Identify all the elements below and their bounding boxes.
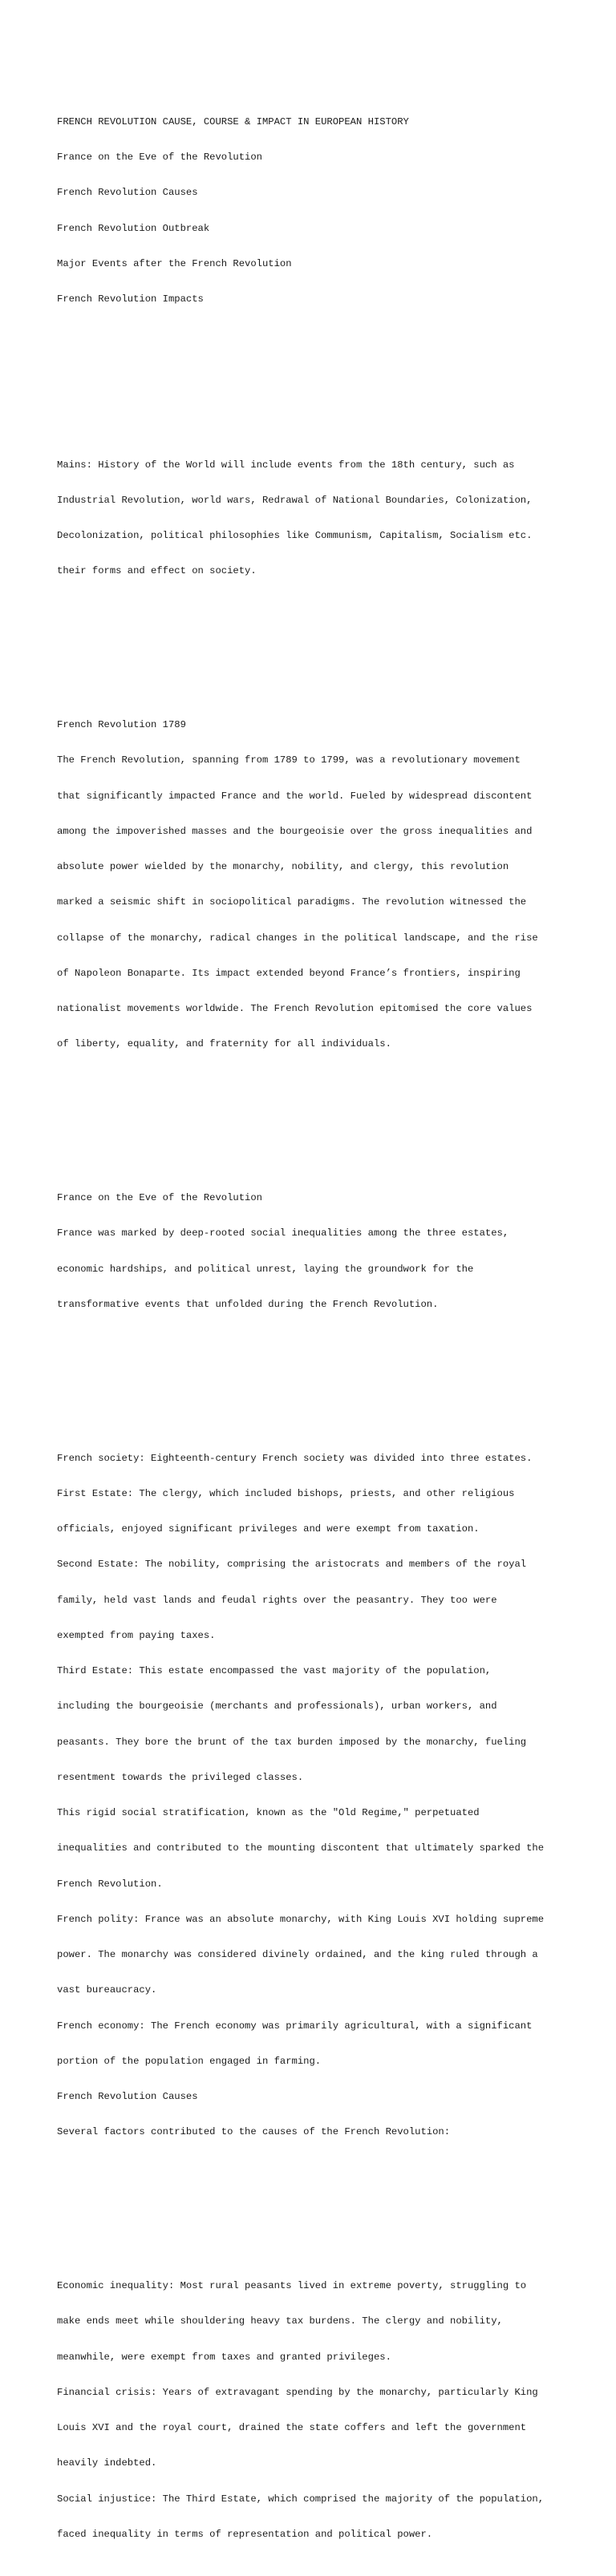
section-heading: French Revolution 1789 — [57, 719, 186, 730]
intro-section — [57, 696, 570, 1074]
document-title: FRENCH REVOLUTION CAUSE, COURSE & IMPACT IN EUROPEAN HISTORY — [57, 115, 409, 127]
text-line: inequalities and contributed to the mounting discontent that ultimately sparked the — [57, 1842, 545, 1854]
text-line: First Estate: The clergy, which included bishops, priests, and other religious — [57, 1487, 515, 1499]
toc-item: Major Events after the French Revolution — [57, 257, 292, 269]
text-line: vast bureaucracy. — [57, 1984, 157, 1996]
text-line: Economic inequality: Most rural peasants lived in extreme poverty, struggling to — [57, 2280, 527, 2291]
text-line: Financial crisis: Years of extravagant spending by the monarchy, particularly King — [57, 2386, 538, 2398]
spacer — [57, 1110, 570, 1122]
text-line: Mains: History of the World will include events from the 18th century, such as — [57, 459, 515, 471]
text-line: of Napoleon Bonaparte. Its impact extended beyond France’s frontiers, inspiring — [57, 967, 521, 979]
eve-section — [57, 1169, 570, 1335]
text-line: that significantly impacted France and the world. Fueled by widespread discontent — [57, 790, 533, 802]
text-line: nationalist movements worldwide. The French Revolution epitomised the core values — [57, 1003, 533, 1014]
toc — [57, 92, 570, 329]
text-line: French Revolution. — [57, 1878, 163, 1890]
text-line: economic hardships, and political unrest, laying the groundwork for the — [57, 1263, 474, 1275]
spacer — [57, 2198, 570, 2210]
text-line: Decolonization, political philosophies like Communism, Capitalism, Socialism etc. — [57, 530, 533, 541]
text-line: Louis XVI and the royal court, drained the state coffers and left the government — [57, 2422, 527, 2433]
text-line: Second Estate: The nobility, comprising the aristocrats and members of the royal — [57, 1559, 527, 1571]
society-section — [57, 1429, 570, 2162]
toc-item: French Revolution Outbreak — [57, 222, 210, 234]
text-line: exempted from paying taxes. — [57, 1629, 216, 1641]
spacer — [57, 1369, 570, 1381]
toc-item: French Revolution Causes — [57, 187, 198, 199]
text-line: portion of the population engaged in farming. — [57, 2055, 322, 2067]
text-line: their forms and effect on society. — [57, 565, 257, 577]
text-line: resentment towards the privileged classes. — [57, 1771, 304, 1783]
text-line: meanwhile, were exempt from taxes and granted privileges. — [57, 2351, 391, 2363]
text-line: power. The monarchy was considered divinely ordained, and the king ruled through a — [57, 1949, 538, 1960]
text-line: peasants. They bore the brunt of the tax burden imposed by the monarchy, fueling — [57, 1736, 527, 1748]
toc-item: French Revolution Impacts — [57, 293, 204, 305]
text-line: Several factors contributed to the causes of the French Revolution: — [57, 2126, 451, 2138]
text-line: faced inequality in terms of representation and political power. — [57, 2528, 433, 2540]
text-line: Third Estate: This estate encompassed the vast majority of the population, — [57, 1665, 492, 1676]
text-line: French polity: France was an absolute monarchy, with King Louis XVI holding supreme — [57, 1913, 545, 1925]
text-line: of liberty, equality, and fraternity for all individuals. — [57, 1038, 391, 1050]
text-line: The French Revolution, spanning from 1789 to 1799, was a revolutionary movement — [57, 754, 521, 766]
text-line: transformative events that unfolded during the French Revolution. — [57, 1298, 439, 1310]
text-line: including the bourgeoisie (merchants and professionals), urban workers, and — [57, 1700, 497, 1713]
text-line: French society: Eighteenth-century French society was divided into three estates. — [57, 1452, 533, 1464]
document-page — [57, 57, 570, 2576]
toc-item: France on the Eve of the Revolution — [57, 152, 262, 163]
text-line: Social injustice: The Third Estate, which comprised the majority of the population, — [57, 2493, 545, 2505]
text-line: French economy: The French economy was primarily agricultural, with a significant — [57, 2020, 533, 2032]
spacer — [57, 365, 570, 389]
spacer — [57, 637, 570, 649]
text-line: France was marked by deep-rooted social inequalities among the three estates, — [57, 1227, 509, 1239]
mains-paragraph — [57, 435, 570, 601]
text-line: heavily indebted. — [57, 2457, 157, 2469]
text-line: Industrial Revolution, world wars, Redrawal of National Boundaries, Colonization, — [57, 494, 533, 506]
causes-section — [57, 2257, 570, 2565]
text-line: family, held vast lands and feudal rights over the peasantry. They too were — [57, 1594, 497, 1606]
text-line: among the impoverished masses and the bourgeoisie over the gross inequalities and — [57, 825, 533, 837]
text-line: This rigid social stratification, known as the "Old Regime," perpetuated — [57, 1807, 480, 1818]
text-line: marked a seismic shift in sociopolitical paradigms. The revolution witnessed the — [57, 896, 527, 908]
text-line: absolute power wielded by the monarchy, nobility, and clergy, this revolution — [57, 861, 509, 872]
text-line: collapse of the monarchy, radical changes in the political landscape, and the rise — [57, 932, 538, 944]
section-heading: France on the Eve of the Revolution — [57, 1192, 262, 1203]
text-line: make ends meet while shouldering heavy tax burdens. The clergy and nobility, — [57, 2315, 503, 2327]
text-line: officials, enjoyed significant privileges and were exempt from taxation. — [57, 1523, 480, 1535]
section-heading: French Revolution Causes — [57, 2091, 198, 2102]
